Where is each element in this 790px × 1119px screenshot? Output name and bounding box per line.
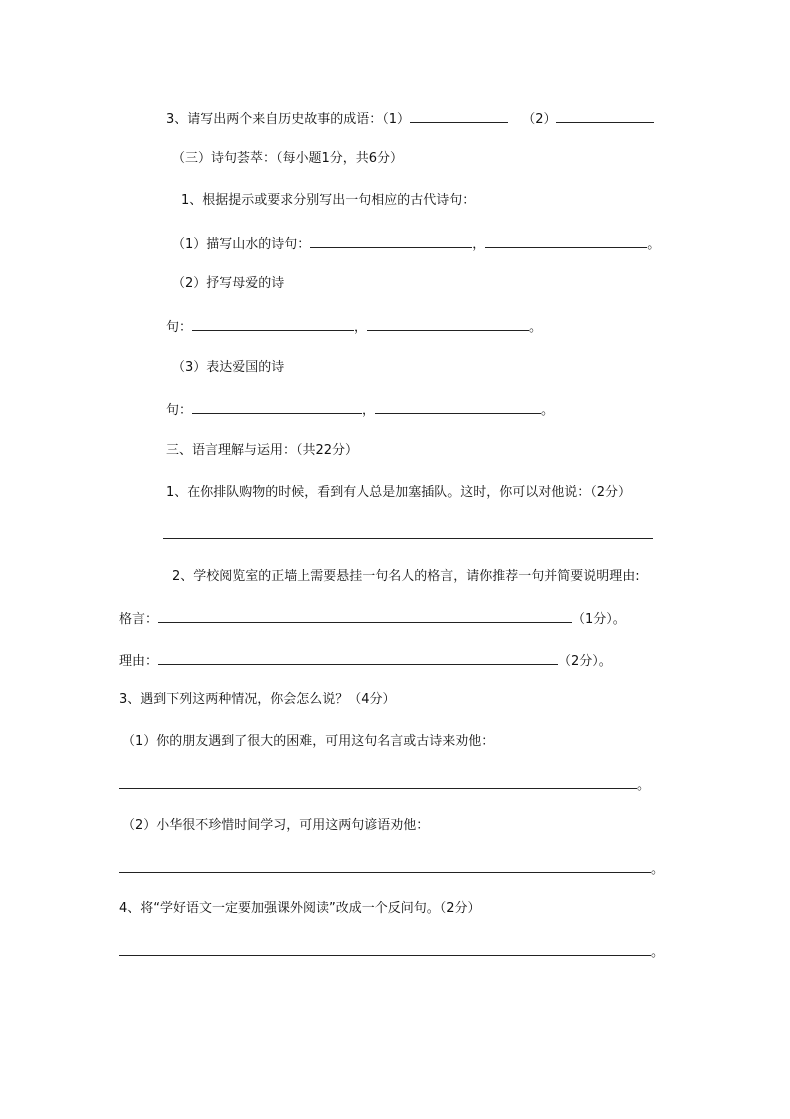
- period: 。: [651, 945, 665, 960]
- comma: ，: [472, 237, 486, 252]
- question-motto: 2、学校阅览室的正墙上需要悬挂一句名人的格言，请你推荐一句并简要说明理由:: [172, 569, 640, 584]
- situation-2-answer: [119, 860, 664, 878]
- poem-item-1: [172, 235, 660, 253]
- reason-score: （2分）。: [558, 654, 612, 669]
- answer-blank-poem-1a[interactable]: [310, 235, 472, 248]
- answer-blank-situation-2[interactable]: [119, 860, 651, 873]
- section-language-heading: 三、语言理解与运用：（共22分）: [166, 443, 359, 458]
- answer-blank-idiom-2[interactable]: [556, 110, 654, 123]
- reason-row: [119, 652, 612, 670]
- poem-item-3: [166, 401, 554, 419]
- question-queue: 1、在你排队购物的时候，看到有人总是加塞插队。这时，你可以对他说：（2分）: [166, 485, 632, 500]
- period: 。: [651, 862, 665, 877]
- situation-1-answer: [119, 776, 650, 794]
- situation-2: （2）小华很不珍惜时间学习，可用这两句谚语劝他：: [122, 818, 430, 833]
- reason-label: 理由：: [119, 654, 159, 669]
- period: 。: [541, 403, 555, 418]
- motto-score: （1分）。: [572, 612, 626, 627]
- question-rhetorical: 4、将“学好语文一定要加强课外阅读”改成一个反问句。（2分）: [119, 901, 481, 916]
- period: 。: [637, 778, 651, 793]
- motto-label: 格言：: [119, 612, 159, 627]
- poems-instruction: 1、根据提示或要求分别写出一句相应的古代诗句：: [181, 193, 476, 208]
- answer-blank-poem-1b[interactable]: [485, 235, 647, 248]
- answer-blank-reason[interactable]: [158, 652, 558, 665]
- idiom-2-label: （2）: [522, 112, 557, 127]
- answer-blank-idiom-1[interactable]: [410, 110, 508, 123]
- answer-line-queue[interactable]: [163, 538, 653, 539]
- comma: ，: [354, 320, 368, 335]
- section-poems-heading: （三）诗句荟萃：（每小题1分，共6分）: [172, 151, 404, 166]
- question-situations: 3、遇到下列这两种情况，你会怎么说？（4分）: [119, 692, 396, 707]
- rhetorical-answer: [119, 943, 664, 961]
- poem-item-2-prefix: 句：: [166, 320, 193, 335]
- answer-blank-situation-1[interactable]: [119, 776, 637, 789]
- answer-blank-poem-2b[interactable]: [367, 318, 529, 331]
- motto-row: [119, 610, 626, 628]
- poem-item-3-label: （3）表达爱国的诗: [172, 360, 285, 375]
- answer-blank-poem-2a[interactable]: [192, 318, 354, 331]
- poem-item-1-label: （1）描写山水的诗句：: [172, 237, 311, 252]
- question-idioms-text: 3、请写出两个来自历史故事的成语：（1）: [166, 112, 411, 127]
- answer-blank-poem-3a[interactable]: [192, 401, 362, 414]
- comma: ，: [362, 403, 376, 418]
- poem-item-2: [166, 318, 542, 336]
- answer-blank-rhetorical[interactable]: [119, 943, 651, 956]
- question-idioms: [166, 110, 654, 128]
- period: 。: [647, 237, 661, 252]
- poem-item-2-label: （2）抒写母爱的诗: [172, 276, 285, 291]
- answer-blank-motto[interactable]: [158, 610, 572, 623]
- situation-1: （1）你的朋友遇到了很大的困难，可用这句名言或古诗来劝他：: [122, 734, 495, 749]
- answer-blank-poem-3b[interactable]: [375, 401, 541, 414]
- poem-item-3-prefix: 句：: [166, 403, 193, 418]
- period: 。: [529, 320, 543, 335]
